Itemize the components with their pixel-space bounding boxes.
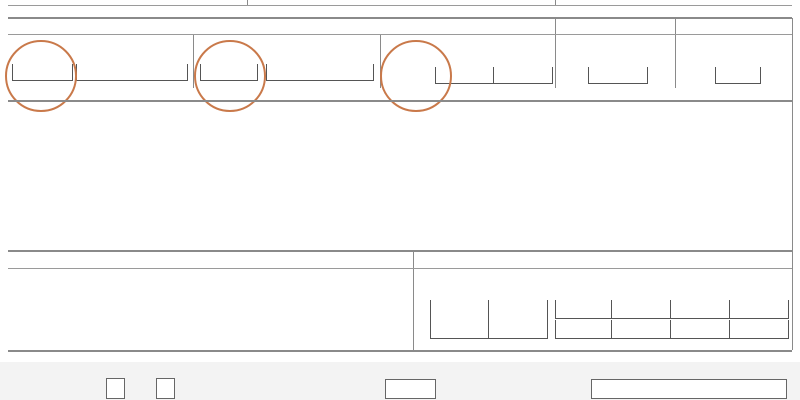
divider — [792, 18, 793, 250]
anexos-no-checkbox[interactable] — [156, 378, 175, 399]
divider — [555, 18, 556, 88]
fecha-49-field[interactable] — [266, 64, 374, 81]
cpc-3-field[interactable] — [729, 320, 789, 339]
forma-55-field[interactable] — [430, 300, 489, 339]
divider — [8, 100, 792, 102]
tipo-56-field[interactable] — [488, 300, 548, 339]
establecimientos-field[interactable] — [715, 67, 761, 84]
divider — [413, 250, 414, 350]
divider — [8, 250, 792, 252]
divider — [8, 350, 792, 352]
codigo-51-field[interactable] — [588, 67, 648, 84]
modo-3-field[interactable] — [729, 300, 789, 319]
anexos-si-checkbox[interactable] — [106, 378, 125, 399]
divider — [8, 268, 792, 269]
modo-2-field[interactable] — [670, 300, 730, 319]
fecha-47-field[interactable] — [76, 64, 188, 81]
folios-60-field[interactable] — [385, 379, 436, 399]
otras-2-field[interactable] — [493, 67, 553, 84]
fecha-61-field[interactable] — [591, 379, 787, 399]
cpc-1-field[interactable] — [611, 320, 671, 339]
divider — [792, 250, 793, 350]
cpc-58-row — [555, 320, 612, 339]
divider — [675, 18, 676, 88]
modo-57-row — [555, 300, 612, 319]
modo-1-field[interactable] — [611, 300, 671, 319]
divider — [8, 34, 792, 35]
divider — [8, 5, 792, 6]
cpc-2-field[interactable] — [670, 320, 730, 339]
